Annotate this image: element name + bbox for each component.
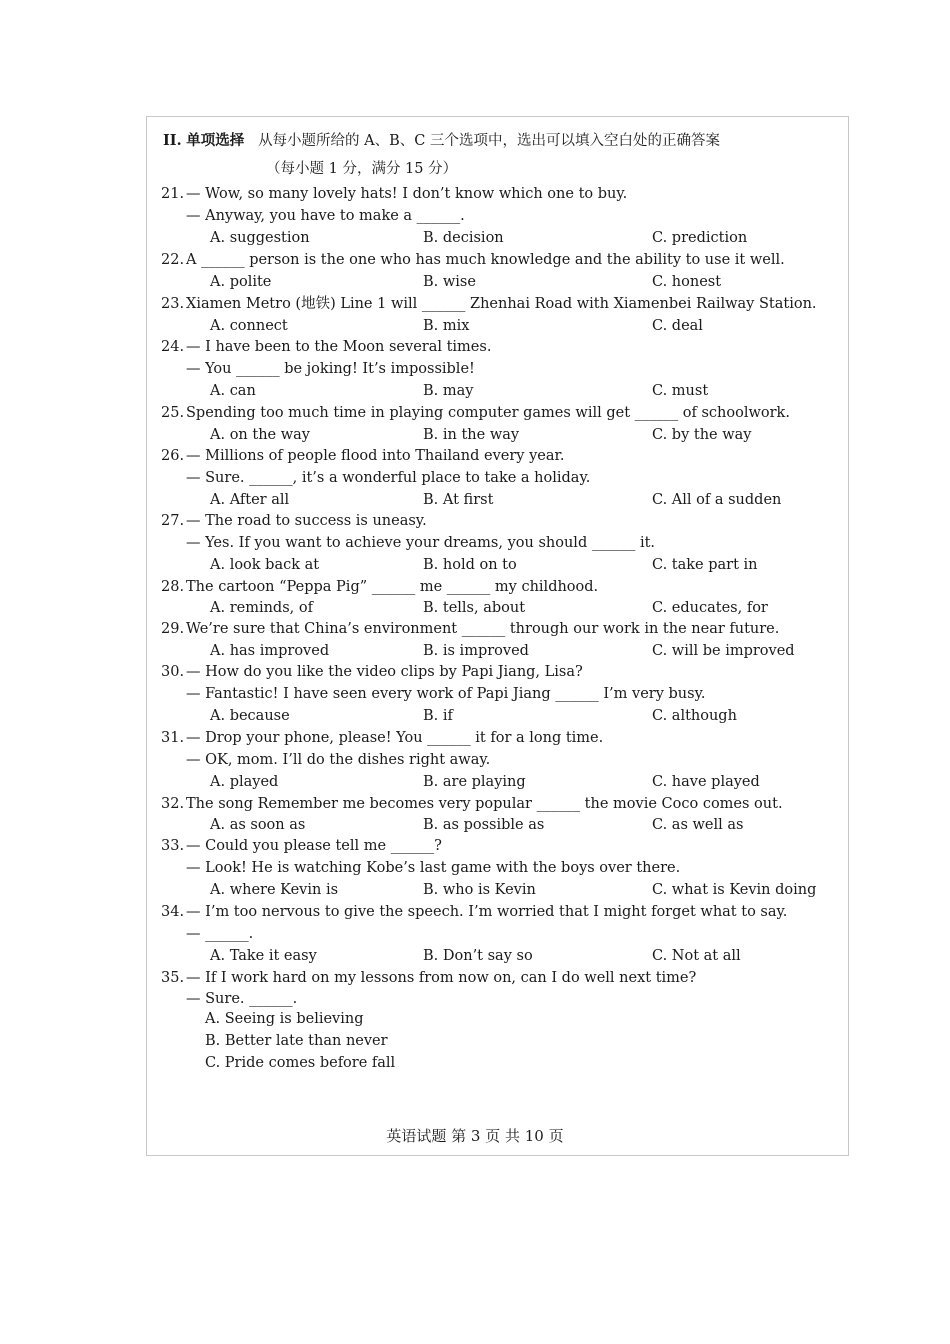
option-c: C. what is Kevin doing xyxy=(652,882,817,898)
question-number: 25. xyxy=(161,405,185,421)
question-stem-line: — Millions of people flood into Thailand every year. xyxy=(186,448,565,464)
question-stem-line: — You ______ be joking! It’s impossible! xyxy=(186,361,475,377)
question-stem-line: A ______ person is the one who has much knowledge and the ability to use it well. xyxy=(186,252,785,268)
question-number: 30. xyxy=(161,664,185,680)
option-b: B. hold on to xyxy=(423,557,517,573)
option-b: B. who is Kevin xyxy=(423,882,536,898)
option-a: A. on the way xyxy=(210,427,310,443)
option-b: B. is improved xyxy=(423,643,529,659)
option-c: C. Pride comes before fall xyxy=(205,1055,396,1071)
option-c: C. will be improved xyxy=(652,643,795,659)
question-stem-line: — The road to success is uneasy. xyxy=(186,513,427,529)
option-a: A. Take it easy xyxy=(210,948,317,964)
question-stem-line: — Could you please tell me ______? xyxy=(186,838,442,854)
question-number: 27. xyxy=(161,513,185,529)
option-c: C. although xyxy=(652,708,737,724)
option-c: C. take part in xyxy=(652,557,758,573)
question-number: 31. xyxy=(161,730,185,746)
option-c: C. All of a sudden xyxy=(652,492,782,508)
option-c: C. must xyxy=(652,383,709,399)
option-a: A. because xyxy=(210,708,290,724)
option-c: C. deal xyxy=(652,318,703,334)
option-a: A. Seeing is believing xyxy=(205,1011,364,1027)
option-a: A. suggestion xyxy=(210,230,310,246)
question-stem-line: The cartoon “Peppa Pig” ______ me ______ my childhood. xyxy=(186,579,599,595)
option-b: B. may xyxy=(423,383,474,399)
question-stem-line: — OK, mom. I’ll do the dishes right away. xyxy=(186,752,491,768)
question-number: 26. xyxy=(161,448,185,464)
question-number: 23. xyxy=(161,296,185,312)
option-b: B. mix xyxy=(423,318,470,334)
page-footer: 英语试题 第 3 页 共 10 页 xyxy=(386,1127,564,1145)
question-stem-line: — If I work hard on my lessons from now on, can I do well next time? xyxy=(186,970,697,986)
question-stem-line: — Fantastic! I have seen every work of Papi Jiang ______ I’m very busy. xyxy=(186,686,706,702)
option-b: B. Better late than never xyxy=(205,1033,388,1049)
option-a: A. where Kevin is xyxy=(210,882,339,898)
question-stem-line: — Yes. If you want to achieve your dreams, you should ______ it. xyxy=(186,535,656,551)
question-number: 33. xyxy=(161,838,185,854)
question-number: 24. xyxy=(161,339,185,355)
option-c: C. as well as xyxy=(652,817,744,833)
option-b: B. decision xyxy=(423,230,504,246)
question-number: 34. xyxy=(161,904,185,920)
option-b: B. wise xyxy=(423,274,476,290)
option-a: A. reminds, of xyxy=(210,600,313,616)
question-stem-line: — How do you like the video clips by Papi Jiang, Lisa? xyxy=(186,664,583,680)
question-stem-line: — ______. xyxy=(186,926,254,942)
section-header xyxy=(163,132,720,150)
option-a: A. played xyxy=(210,774,279,790)
question-stem-line: Spending too much time in playing computer games will get ______ of schoolwork. xyxy=(186,405,790,421)
question-stem-line: — Look! He is watching Kobe’s last game with the boys over there. xyxy=(186,860,681,876)
question-number: 22. xyxy=(161,252,185,268)
question-stem-line: The song Remember me becomes very popular ______ the movie Coco comes out. xyxy=(186,796,783,812)
question-stem-line: We’re sure that China’s environment ______ through our work in the near future. xyxy=(186,621,780,637)
option-b: B. At first xyxy=(423,492,494,508)
option-a: A. as soon as xyxy=(210,817,306,833)
score-note: （每小题 1 分，满分 15 分） xyxy=(266,161,458,177)
option-b: B. tells, about xyxy=(423,600,526,616)
option-c: C. educates, for xyxy=(652,600,768,616)
option-c: C. Not at all xyxy=(652,948,741,964)
option-a: A. After all xyxy=(210,492,290,508)
section-title: 单项选择 xyxy=(186,132,245,149)
question-stem-line: — Drop your phone, please! You ______ it for a long time. xyxy=(186,730,604,746)
option-a: A. look back at xyxy=(210,557,320,573)
option-b: B. Don’t say so xyxy=(423,948,533,964)
option-a: A. polite xyxy=(210,274,272,290)
question-number: 29. xyxy=(161,621,185,637)
option-c: C. have played xyxy=(652,774,760,790)
question-stem-line: — I’m too nervous to give the speech. I’m worried that I might forget what to say. xyxy=(186,904,788,920)
question-number: 21. xyxy=(161,186,185,202)
option-c: C. honest xyxy=(652,274,722,290)
option-b: B. if xyxy=(423,708,453,724)
question-stem-line: — Wow, so many lovely hats! I don’t know which one to buy. xyxy=(186,186,628,202)
option-c: C. prediction xyxy=(652,230,748,246)
question-number: 28. xyxy=(161,579,185,595)
section-number: II. xyxy=(163,132,182,149)
section-instruction: 从每小题所给的 A、B、C 三个选项中，选出可以填入空白处的正确答案 xyxy=(258,133,720,149)
question-number: 32. xyxy=(161,796,185,812)
option-b: B. in the way xyxy=(423,427,520,443)
option-c: C. by the way xyxy=(652,427,752,443)
option-b: B. are playing xyxy=(423,774,526,790)
option-a: A. can xyxy=(210,383,256,399)
question-stem-line: — Sure. ______, it’s a wonderful place to take a holiday. xyxy=(186,470,591,486)
option-a: A. has improved xyxy=(210,643,330,659)
option-a: A. connect xyxy=(210,318,288,334)
question-stem-line: Xiamen Metro (地铁) Line 1 will ______ Zhenhai Road with Xiamenbei Railway Station. xyxy=(186,296,817,312)
question-stem-line: — I have been to the Moon several times. xyxy=(186,339,492,355)
question-stem-line: — Anyway, you have to make a ______. xyxy=(186,208,465,224)
question-number: 35. xyxy=(161,970,185,986)
option-b: B. as possible as xyxy=(423,817,545,833)
question-stem-line: — Sure. ______. xyxy=(186,991,298,1007)
